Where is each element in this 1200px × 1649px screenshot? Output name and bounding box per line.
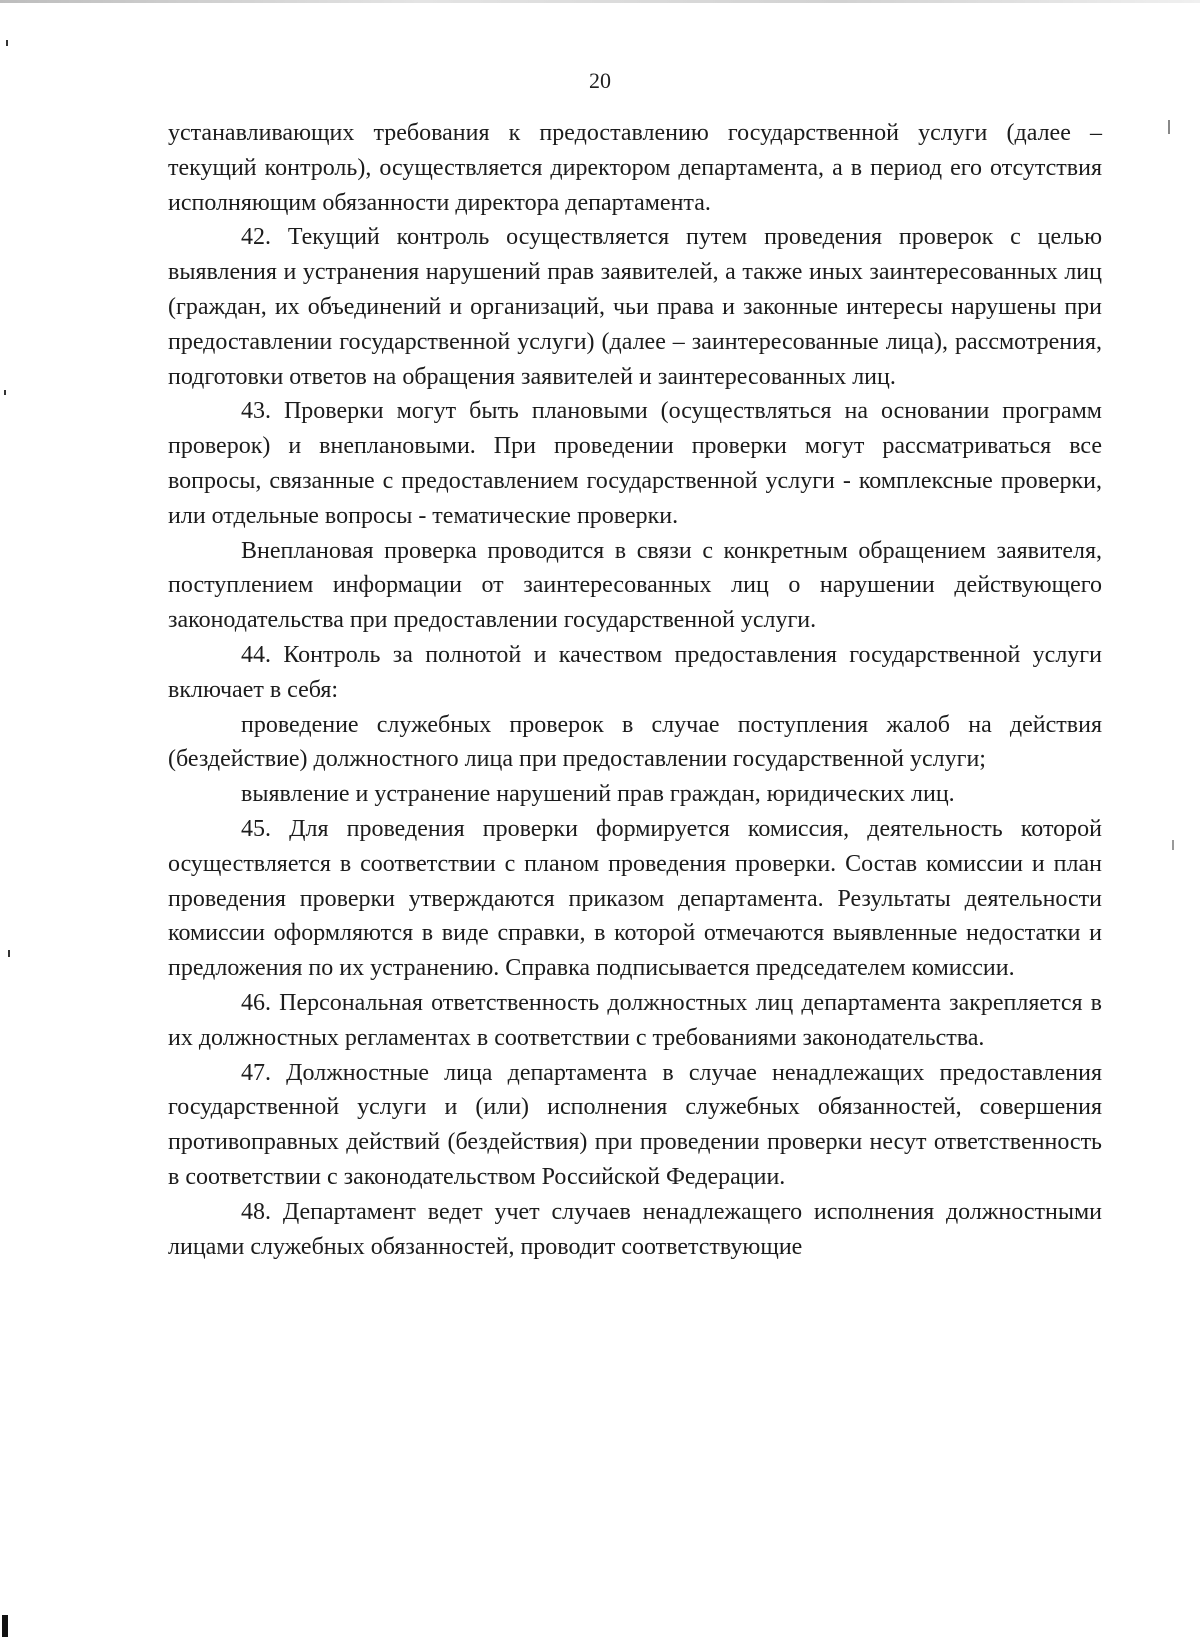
- document-body: [168, 116, 1102, 1264]
- paragraph: 44. Контроль за полнотой и качеством предоставления государственной услуги включает в себя:: [168, 641, 1102, 703]
- scan-speck: [2, 1615, 8, 1637]
- paragraph: 43. Проверки могут быть плановыми (осуществляться на основании программ проверок) и внеплановыми. При проведении проверки могут рассматриваться все вопросы, связанные с предоставлением государственной услуги - комплексные проверки, или отдельные вопросы - тематические проверки.: [168, 398, 1102, 529]
- scan-speck: [1172, 840, 1174, 850]
- scan-top-edge: [0, 0, 1200, 3]
- paragraph: устанавливающих требования к предоставлению государственной услуги (далее – текущий контроль), осуществляется директором департамента, а в период его отсутствия исполняющим обязанности директора департамента.: [168, 120, 1102, 216]
- scan-speck: [8, 950, 10, 957]
- paragraph: 42. Текущий контроль осуществляется путем проведения проверок с целью выявления и устранения нарушений прав заявителей, а также иных заинтересованных лиц (граждан, их объединений и организаций, чьи права и законные интересы нарушены при предоставлении государственной услуги) (далее – заинтересованные лица), рассмотрения, подготовки ответов на обращения заявителей и заинтересованных лиц.: [168, 224, 1102, 390]
- paragraph: выявление и устранение нарушений прав граждан, юридических лиц.: [241, 781, 955, 808]
- paragraph: 46. Персональная ответственность должностных лиц департамента закрепляется в их должностных регламентах в соответствии с требованиями законодательства.: [168, 989, 1102, 1051]
- scan-speck: [4, 390, 6, 395]
- paragraph: Внеплановая проверка проводится в связи с конкретным обращением заявителя, поступлением информации от заинтересованных лиц о нарушении действующего законодательства при предоставлении государственной услуги.: [168, 537, 1102, 634]
- paragraph: проведение служебных проверок в случае поступления жалоб на действия (бездействие) должностного лица при предоставлении государственной услуги;: [168, 711, 1102, 773]
- scan-speck: [1168, 120, 1170, 134]
- page-number: 20: [589, 68, 611, 93]
- scan-speck: [6, 40, 8, 46]
- paragraph: 47. Должностные лица департамента в случае ненадлежащих предоставления государственной услуги и (или) исполнения служебных обязанностей, совершения противоправных действий (бездействия) при проведении проверки несут ответственность в соответствии с законодательством Российской Федерации.: [168, 1059, 1102, 1190]
- paragraph: 48. Департамент ведет учет случаев ненадлежащего исполнения должностными лицами служебных обязанностей, проводит соответствующие: [168, 1198, 1102, 1260]
- paragraph: 45. Для проведения проверки формируется комиссия, деятельность которой осуществляется в соответствии с планом проведения проверки. Состав комиссии и план проведения проверки утверждаются приказом департамента. Результаты деятельности комиссии оформляются в виде справки, в которой отмечаются выявленные недостатки и предложения по их устранению. Справка подписывается председателем комиссии.: [168, 815, 1102, 982]
